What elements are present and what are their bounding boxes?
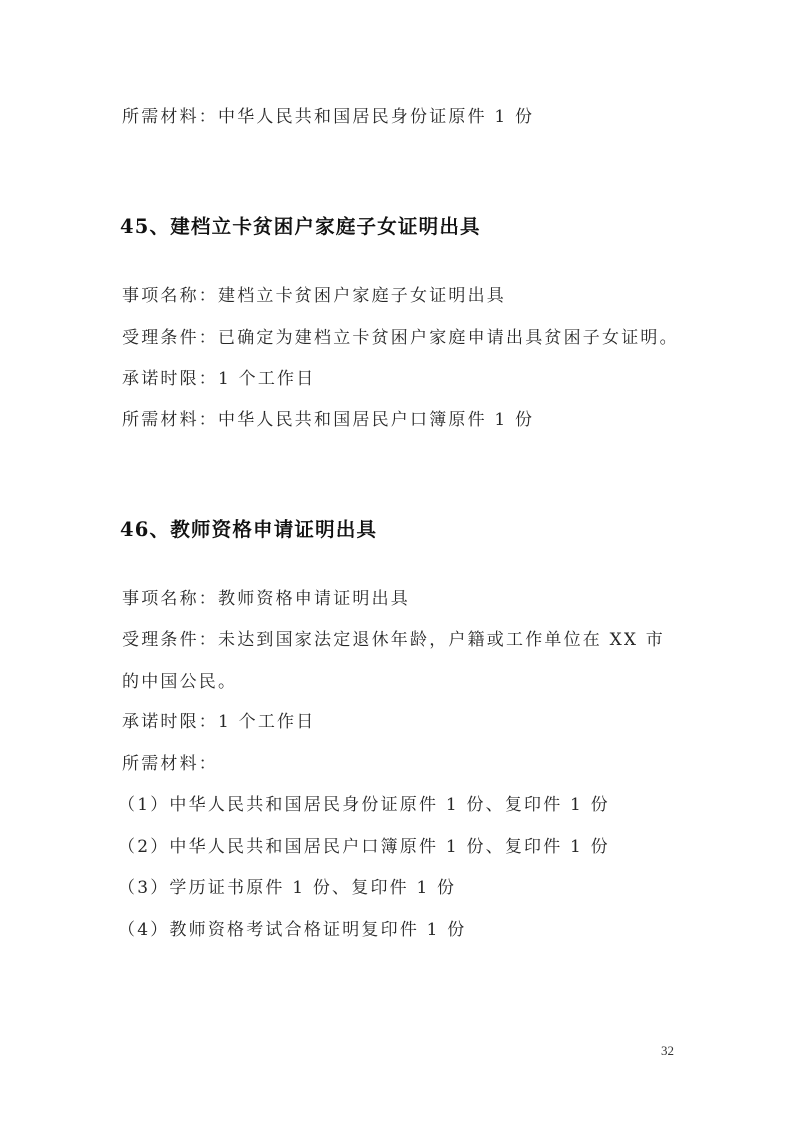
section-46-condition-line-2: 的中国公民。 (122, 672, 238, 692)
section-46-name: 事项名称：教师资格申请证明出具 (122, 589, 410, 609)
section-45-heading: 45、建档立卡贫困户家庭子女证明出具 (120, 215, 481, 238)
section-45-materials: 所需材料：中华人民共和国居民户口簿原件 1 份 (122, 410, 535, 430)
material-item: （1）中华人民共和国居民身份证原件 1 份、复印件 1 份 (118, 795, 610, 815)
section-46-condition-line-1: 受理条件：未达到国家法定退休年龄，户籍或工作单位在 XX 市 (122, 630, 666, 650)
material-item: （4）教师资格考试合格证明复印件 1 份 (118, 920, 467, 940)
section-46-heading: 46、教师资格申请证明出具 (120, 518, 378, 541)
section-46-time-limit: 承诺时限：1 个工作日 (122, 712, 316, 732)
material-item: （3）学历证书原件 1 份、复印件 1 份 (118, 878, 457, 898)
top-materials: 所需材料：中华人民共和国居民身份证原件 1 份 (122, 107, 535, 127)
page-number: 32 (661, 1043, 674, 1058)
section-45-condition: 受理条件：已确定为建档立卡贫困户家庭申请出具贫困子女证明。 (122, 328, 679, 348)
section-46-materials-label: 所需材料： (122, 754, 218, 774)
material-item: （2）中华人民共和国居民户口簿原件 1 份、复印件 1 份 (118, 837, 610, 857)
section-45-time-limit: 承诺时限：1 个工作日 (122, 369, 316, 389)
section-45-name: 事项名称：建档立卡贫困户家庭子女证明出具 (122, 286, 506, 306)
